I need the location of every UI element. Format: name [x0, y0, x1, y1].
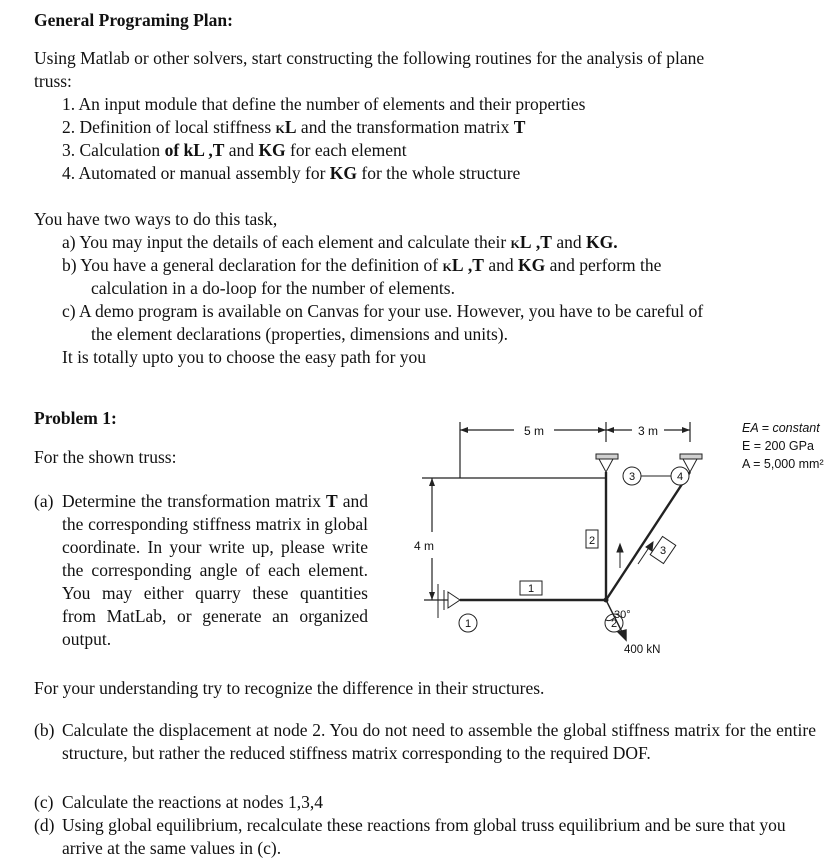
dim-arrow — [429, 592, 435, 600]
understanding-note: For your understanding try to recognize the difference in their structures. — [34, 678, 545, 698]
routine-item-1: 1. An input module that define the number of elements and their properties — [62, 94, 586, 114]
dim-arrow — [606, 427, 614, 433]
way-b-line-2: calculation in a do-loop for the number of elements. — [91, 278, 455, 298]
question-b-text: Calculate the displacement at node 2. You do not need to assemble the global stiffness matrix for the entire structure, but rather the reduced stiffness matrix corresponding to the required DOF. — [62, 720, 816, 763]
routine-item-2: 2. Definition of local stiffness kL and the transformation matrix T — [62, 117, 526, 137]
ways-closing: It is totally upto you to choose the easy path for you — [62, 347, 427, 367]
node-label-4: 4 — [676, 471, 684, 483]
support-ceiling-4 — [680, 454, 702, 459]
question-a-text: Determine the transformation matrix T and the corresponding stiffness matrix in global coordinate. In your write up, please write the corresponding angle of each element. You may either quarry these quantities from MatLab, or generate an organized output. — [62, 491, 368, 649]
dim-arrow — [598, 427, 606, 433]
way-a: a) You may input the details of each element and calculate their kL ,T and KG. — [62, 232, 618, 252]
dim-arrow — [460, 427, 468, 433]
load-magnitude: 400 kN — [624, 644, 661, 656]
dim-4m-label: 4 m — [413, 539, 435, 553]
intro-line-2: truss: — [34, 71, 72, 91]
element-2-direction-arrow — [617, 544, 623, 552]
question-c-label: (c) — [34, 792, 54, 812]
routine-item-3: 3. Calculation of kL ,T and KG for each element — [62, 140, 407, 160]
question-a-label: (a) — [34, 491, 54, 511]
dim-3m-label: 3 m — [637, 424, 659, 438]
dim-arrow — [682, 427, 690, 433]
load-arrow-head — [618, 630, 626, 640]
way-c-line-2: the element declarations (properties, dimensions and units). — [91, 324, 508, 344]
node-label-2: 2 — [610, 618, 618, 630]
element-label-2: 2 — [588, 535, 596, 547]
element-label-3: 3 — [659, 545, 667, 557]
question-b-label: (b) — [34, 720, 55, 740]
pin-support-3 — [599, 459, 613, 472]
support-ceiling-3 — [596, 454, 618, 459]
node-label-3: 3 — [628, 471, 636, 483]
dim-arrow — [429, 478, 435, 486]
way-b-line-1: b) You have a general declaration for the definition of kL ,T and KG and perform the — [62, 255, 662, 275]
node-label-1: 1 — [464, 618, 472, 630]
question-c-text: Calculate the reactions at nodes 1,3,4 — [62, 792, 323, 812]
problem-intro: For the shown truss: — [34, 447, 177, 467]
truss-diagram — [396, 408, 838, 670]
way-c-line-1: c) A demo program is available on Canvas for your use. However, you have to be careful of — [62, 301, 704, 321]
ways-intro: You have two ways to do this task, — [34, 209, 278, 229]
element-3 — [606, 472, 690, 600]
prop-ea: EA = constant — [742, 421, 820, 435]
load-angle: 30° — [614, 609, 631, 621]
prop-a: A = 5,000 mm² — [742, 457, 824, 471]
pin-support-1 — [448, 592, 460, 608]
section-heading: General Programing Plan: — [34, 10, 233, 30]
intro-line-1: Using Matlab or other solvers, start constructing the following routines for the analysis of plane — [34, 48, 705, 68]
dim-5m-label: 5 m — [523, 424, 545, 438]
routine-item-4: 4. Automated or manual assembly for KG for the whole structure — [62, 163, 521, 183]
element-label-1: 1 — [527, 583, 535, 595]
problem-title: Problem 1: — [34, 408, 117, 428]
question-d-text: Using global equilibrium, recalculate these reactions from global truss equilibrium and be sure that you arrive at the same values in (c). — [62, 815, 786, 858]
question-d-label: (d) — [34, 815, 55, 835]
prop-e: E = 200 GPa — [742, 439, 814, 453]
